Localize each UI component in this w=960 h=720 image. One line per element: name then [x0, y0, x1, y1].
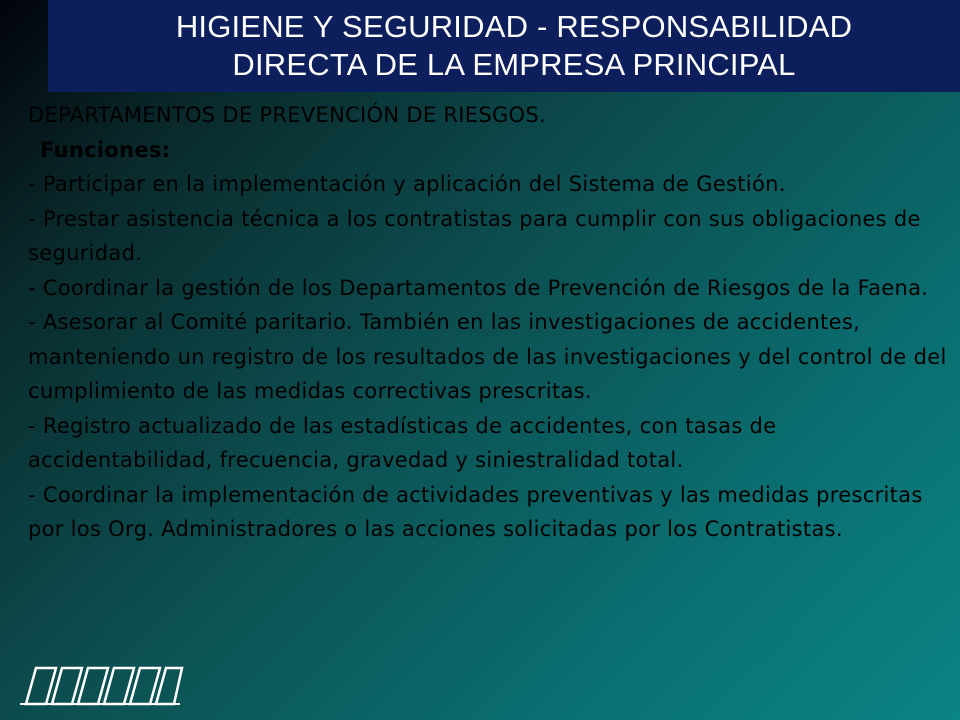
function-item-6: - Coordinar la implementación de actividades preventivas y las medidas prescritas por los Org. Administradores o las acciones solicitadas por los Contratistas.: [28, 482, 923, 541]
slide-title-line-2: DIRECTA DE LA EMPRESA PRINCIPAL: [232, 47, 796, 82]
title-banner: [48, 0, 960, 92]
function-item-2: - Prestar asistencia técnica a los contratistas para cumplir con sus obligaciones de seguridad.: [28, 206, 921, 265]
function-item-4: - Asesorar al Comité paritario. También en las investigaciones de accidentes, manteniendo un registro de los resultados de las investigaciones y del control de del cumplimiento de las medidas correctivas prescritas.: [28, 310, 947, 403]
function-item-1: - Participar en la implementación y aplicación del Sistema de Gestión.: [28, 172, 786, 196]
slide-title-line-1: HIGIENE Y SEGURIDAD - RESPONSABILIDAD: [175, 9, 853, 44]
function-item-5: - Registro actualizado de las estadísticas de accidentes, con tasas de accidentabilidad, frecuencia, gravedad y siniestralidad total.: [28, 413, 777, 472]
slide-body: [28, 98, 948, 547]
functions-subheading: Funciones:: [40, 137, 171, 162]
slanted-bars-decoration: [16, 664, 184, 706]
function-item-3: - Coordinar la gestión de los Departamentos de Prevención de Riesgos de la Faena.: [28, 275, 929, 300]
section-heading: DEPARTAMENTOS DE PREVENCIÓN DE RIESGOS.: [28, 103, 546, 127]
